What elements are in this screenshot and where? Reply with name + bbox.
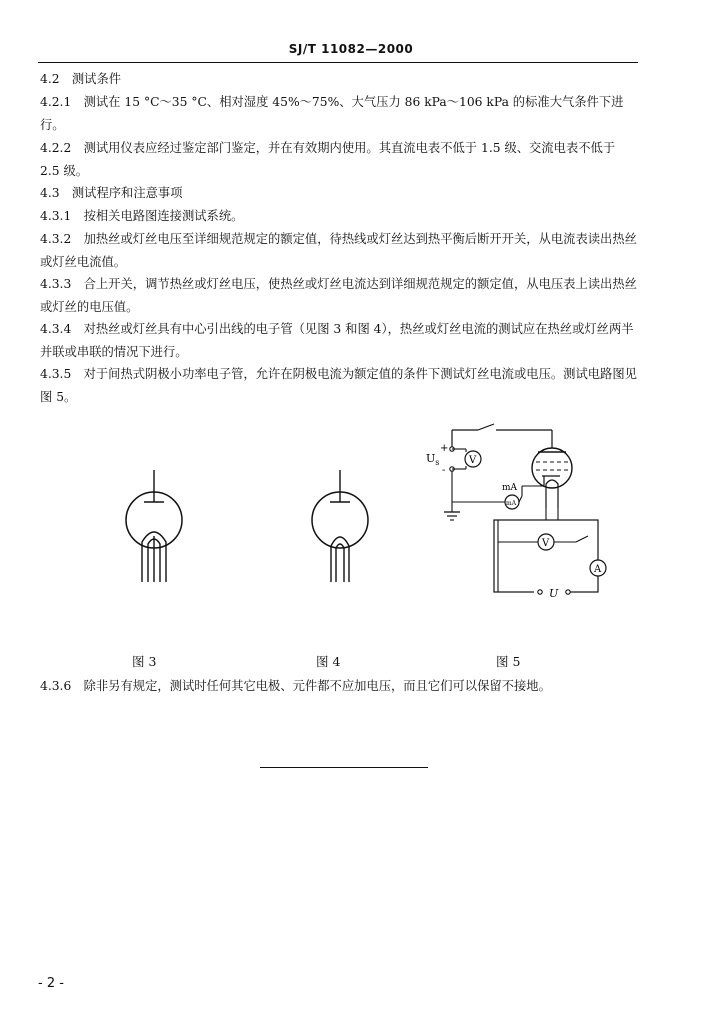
clause-4-3-6: 4.3.6 除非另有规定，测试时任何其它电极、元件都不应加电压，而且它们可以保留不接地。 bbox=[40, 679, 551, 693]
clause-4-3-5: 4.3.5 对于间热式阴极小功率电子管，允许在阴极电流为额定值的条件下测试灯丝电流或电压。测试电路图见图 5。 bbox=[40, 367, 637, 404]
clause-4-3-3: 4.3.3 合上开关，调节热丝或灯丝电压，使热丝或灯丝电流达到详细规范规定的额定值，从电压表上读出热丝或灯丝的电压值。 bbox=[40, 277, 637, 314]
figure-4-tube-diagram bbox=[304, 470, 376, 590]
figure-5-test-circuit bbox=[418, 416, 618, 606]
section-4-3-heading: 4.3 测试程序和注意事项 bbox=[40, 186, 183, 200]
ma-label: mA bbox=[502, 483, 518, 493]
clause-4-2-1: 4.2.1 测试在 15 °C～35 °C、相对湿度 45%～75%、大气压力 86 kPa～106 kPa 的标准大气条件下进行。 bbox=[40, 95, 624, 132]
minus-sign: - bbox=[442, 465, 446, 476]
end-rule bbox=[260, 767, 428, 768]
plus-sign: + bbox=[440, 443, 449, 454]
filament-voltmeter-label: V bbox=[542, 538, 550, 549]
ammeter-label: A bbox=[594, 564, 602, 575]
filament-switch-symbol bbox=[576, 536, 588, 542]
clause-4-3-2: 4.3.2 加热丝或灯丝电压至详细规范规定的额定值，待热线或灯丝达到热平衡后断开开关，从电流表读出热丝或灯丝电流值。 bbox=[40, 232, 637, 269]
standard-code-header: SJ/T 11082—2000 bbox=[288, 42, 414, 56]
us-label: $U_s$ bbox=[426, 452, 440, 467]
milliammeter-label: mA bbox=[506, 500, 517, 507]
supply-voltmeter-label: V bbox=[469, 455, 477, 466]
page-number: - 2 - bbox=[38, 976, 64, 991]
filament-circuit-loop bbox=[494, 520, 598, 592]
clause-4-3-1: 4.3.1 按相关电路图连接测试系统。 bbox=[40, 209, 244, 223]
figure-5-caption: 图 5 bbox=[496, 654, 521, 669]
clause-4-2-2: 4.2.2 测试用仪表应经过鉴定部门鉴定，并在有效期内使用。其直流电表不低于 1.5 级、交流电表不低于 2.5 级。 bbox=[40, 141, 616, 178]
figure-3-tube-diagram bbox=[118, 470, 190, 590]
header-rule bbox=[38, 62, 638, 63]
switch-symbol bbox=[478, 424, 494, 430]
filament-supply-u-label: U bbox=[549, 587, 559, 600]
figure-3-caption: 图 3 bbox=[132, 654, 157, 669]
clause-4-3-4: 4.3.4 对热丝或灯丝具有中心引出线的电子管（见图 3 和图 4），热丝或灯丝电流的测试应在热丝或灯丝两半并联或串联的情况下进行。 bbox=[40, 322, 634, 359]
tube-envelope bbox=[532, 448, 572, 488]
section-4-2-heading: 4.2 测试条件 bbox=[40, 72, 122, 86]
figure-4-caption: 图 4 bbox=[316, 654, 341, 669]
